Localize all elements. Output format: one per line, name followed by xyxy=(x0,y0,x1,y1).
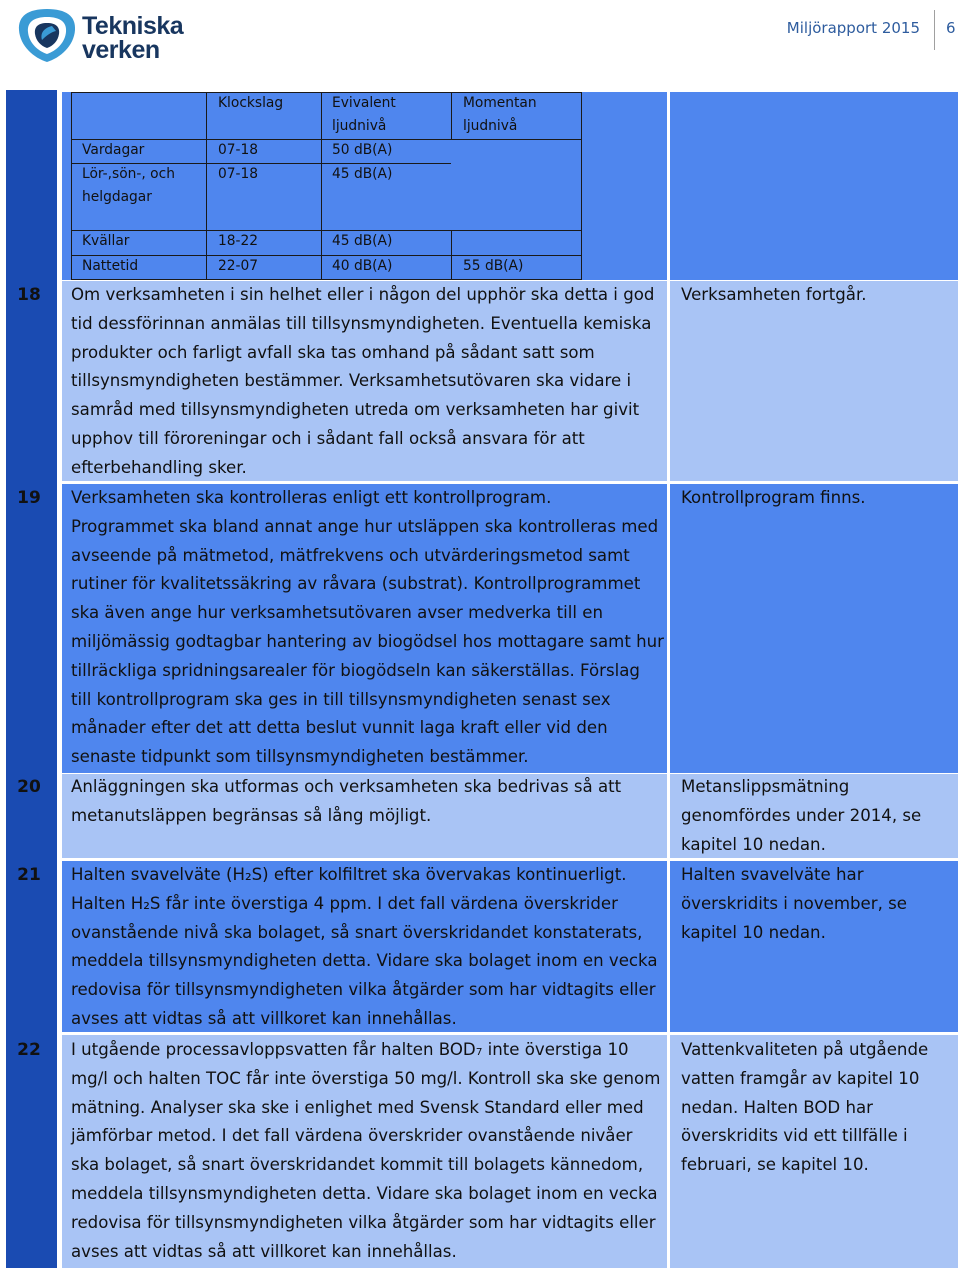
table-cell: 07-18 xyxy=(218,166,259,182)
status-text-line: nedan. Halten BOD har xyxy=(681,1097,873,1117)
condition-text-line: avses att vidtas så att villkoret kan innehållas. xyxy=(71,1241,457,1261)
table-header: Momentan ljudnivå xyxy=(463,95,537,134)
condition-text-line: meddela tillsynsmyndigheten detta. Vidare ska bolaget inom en vecka xyxy=(71,951,658,971)
status-text-line: genomfördes under 2014, se xyxy=(681,805,922,825)
condition-text-line: mätning. Analyser ska ske i enlighet med Svensk Standard eller med xyxy=(71,1097,644,1117)
status-text-line: överskridits i november, se xyxy=(681,893,907,913)
condition-number: 22 xyxy=(17,1040,41,1060)
condition-text-line: Anläggningen ska utformas och verksamheten ska bedrivas så att xyxy=(71,777,622,796)
status-text-line: Metanslippsmätning xyxy=(681,777,850,796)
number-column xyxy=(6,90,57,1268)
condition-text-line: metanutsläppen begränsas så lång möjligt. xyxy=(71,805,432,825)
status-text-line: överskridits vid ett tillfälle i xyxy=(681,1126,908,1146)
table-line xyxy=(451,92,452,139)
status-text-line: vatten framgår av kapitel 10 xyxy=(681,1068,920,1088)
condition-text-line: ska även ange hur verksamhetsutövaren avser medverka till en xyxy=(71,603,603,623)
condition-text-line: tid dessförinnan anmälas till tillsynsmyndigheten. Eventuella kemiska xyxy=(71,313,652,333)
condition-19-status-cell xyxy=(670,484,958,773)
table-header: Evivalent ljudnivå xyxy=(332,95,396,134)
condition-text-line: Om verksamheten i sin helhet eller i någon del upphör ska detta i god xyxy=(71,285,655,304)
table-cell: 40 dB(A) xyxy=(332,258,393,274)
table-cell: 45 dB(A) xyxy=(332,166,393,182)
logo-wordmark xyxy=(82,14,183,62)
status-text-line: kapitel 10 nedan. xyxy=(681,834,826,854)
logo-line-1: Tekniska xyxy=(82,12,184,40)
condition-text-line: ovanstående nivå ska bolaget, så snart överskridandet konstaterats, xyxy=(71,922,643,942)
sound-row-right-cell xyxy=(670,92,958,280)
table-line xyxy=(71,279,582,280)
table-cell: 45 dB(A) xyxy=(332,233,393,249)
table-cell: 50 dB(A) xyxy=(332,142,393,158)
status-text-line: kapitel 10 nedan. xyxy=(681,922,826,942)
status-text-line: Halten svavelväte har xyxy=(681,865,864,884)
table-cell: Kvällar xyxy=(82,233,130,249)
status-text-line: Kontrollprogram finns. xyxy=(681,488,866,507)
tekniska-verken-shield-icon xyxy=(16,6,78,64)
condition-text-line: Halten H₂S får inte överstiga 4 ppm. I det fall värdena överskrider xyxy=(71,893,618,913)
report-title: Miljörapport 2015 xyxy=(786,19,920,37)
condition-number: 18 xyxy=(17,285,41,305)
condition-text-line: I utgående processavloppsvatten får halten BOD₇ inte överstiga 10 xyxy=(71,1040,629,1059)
header-divider xyxy=(934,10,935,50)
table-line xyxy=(206,92,207,280)
condition-text-line: Programmet ska bland annat ange hur utsläppen ska kontrolleras med xyxy=(71,516,659,536)
condition-number: 21 xyxy=(17,865,41,885)
table-cell: 18-22 xyxy=(218,233,259,249)
condition-text-line: avseende på mätmetod, mätfrekvens och utvärderingsmetod samt xyxy=(71,545,630,565)
condition-text-line: Verksamheten ska kontrolleras enligt ett kontrollprogram. xyxy=(71,488,552,507)
company-logo xyxy=(16,6,196,66)
condition-text-line: redovisa för tillsynsmyndigheten vilka åtgärder som har vidtagits eller xyxy=(71,1212,656,1232)
table-header: Klockslag xyxy=(218,95,284,111)
table-line xyxy=(321,92,322,280)
table-cell: Lör-,sön-, och helgdagar xyxy=(82,166,175,205)
condition-text-line: Halten svavelväte (H₂S) efter kolfiltret ska övervakas kontinuerligt. xyxy=(71,865,627,884)
table-line xyxy=(581,92,582,280)
status-text-line: Vattenkvaliteten på utgående xyxy=(681,1040,929,1059)
logo-line-2: verken xyxy=(82,36,160,64)
condition-text-line: ska bolaget, så snart överskridandet kommit till bolagets kännedom, xyxy=(71,1155,644,1175)
table-cell: 55 dB(A) xyxy=(463,258,524,274)
status-text-line: Verksamheten fortgår. xyxy=(681,285,867,304)
table-line xyxy=(71,139,582,140)
condition-text-line: till kontrollprogram ska ges in till tillsynsmyndigheten senast sex xyxy=(71,689,611,709)
condition-number: 19 xyxy=(17,488,41,508)
table-cell: 07-18 xyxy=(218,142,259,158)
condition-text-line: meddela tillsynsmyndigheten detta. Vidare ska bolaget inom en vecka xyxy=(71,1184,658,1203)
condition-text-line: miljömässig godtagbar hantering av biogödsel hos mottagare samt hur xyxy=(71,632,664,651)
condition-number: 20 xyxy=(17,777,41,797)
condition-text-line: tillräckliga spridningsarealer för biogödseln kan säkerställas. Förslag xyxy=(71,660,640,680)
condition-text-line: upphov till föroreningar och i sådant fall också ansvara för att xyxy=(71,429,585,448)
condition-text-line: rutiner för kvalitetssäkring av råvara (substrat). Kontrollprogrammet xyxy=(71,574,641,594)
condition-text-line: senaste tidpunkt som tillsynsmyndigheten bestämmer. xyxy=(71,747,529,767)
condition-text-line: tillsynsmyndigheten bestämmer. Verksamhetsutövaren ska vidare i xyxy=(71,371,632,391)
condition-text-line: samråd med tillsynsmyndigheten utreda om verksamheten har givit xyxy=(71,400,640,420)
table-cell: Vardagar xyxy=(82,142,145,158)
page-number: 6 xyxy=(946,19,956,37)
condition-text-line: efterbehandling sker. xyxy=(71,457,247,477)
condition-text-line: jämförbar metod. I det fall värdena överskrider ovanstående nivåer xyxy=(71,1126,633,1146)
status-text-line: februari, se kapitel 10. xyxy=(681,1155,869,1175)
condition-18-status-cell xyxy=(670,281,958,481)
condition-text-line: produkter och farligt avfall ska tas omhand på sådant satt som xyxy=(71,342,595,362)
table-cell: 22-07 xyxy=(218,258,259,274)
condition-text-line: redovisa för tillsynsmyndigheten vilka åtgärder som har vidtagits eller xyxy=(71,980,656,1000)
table-line xyxy=(71,92,72,280)
sound-level-table xyxy=(71,92,582,280)
table-cell: Nattetid xyxy=(82,258,139,274)
condition-text-line: avses att vidtas så att villkoret kan innehållas. xyxy=(71,1009,457,1028)
condition-text-line: månader efter det att detta beslut vunnit laga kraft eller vid den xyxy=(71,718,608,738)
condition-text-line: mg/l och halten TOC får inte överstiga 50 mg/l. Kontroll ska ske genom xyxy=(71,1068,661,1088)
table-line xyxy=(71,230,582,231)
